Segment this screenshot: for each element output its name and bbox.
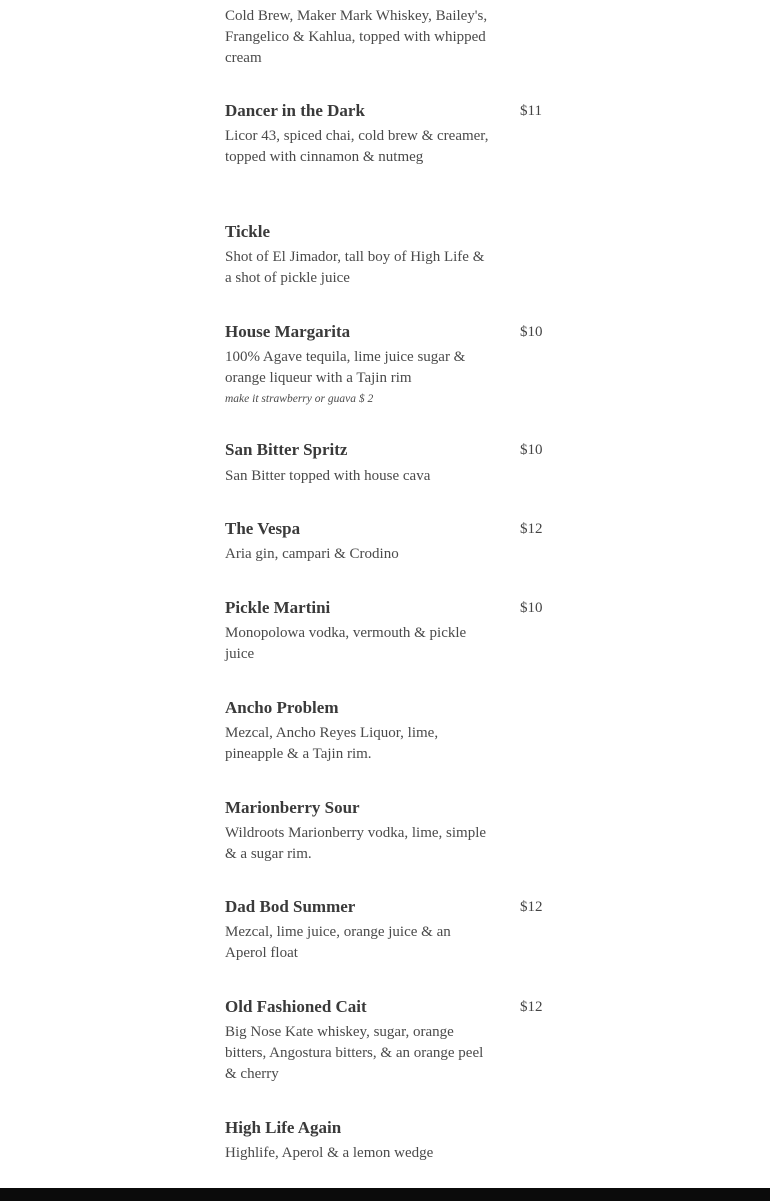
menu-item-name: Marionberry Sour: [225, 798, 360, 817]
menu-item-description: Mezcal, lime juice, orange juice & an Aperol float: [225, 924, 451, 961]
menu-item-description: Mezcal, Ancho Reyes Liquor, lime, pineapple & a Tajin rim.: [225, 725, 439, 762]
menu-item-description: Big Nose Kate whiskey, sugar, orange bitters, Angostura bitters, & an orange peel & cherry: [225, 1024, 484, 1082]
menu-item-price: $10: [520, 324, 543, 340]
menu-item-price: $10: [520, 442, 543, 458]
menu-item-description: Shot of El Jimador, tall boy of High Life & a shot of pickle juice: [225, 249, 485, 286]
menu-item-price: $10: [520, 600, 543, 616]
menu-item-description: Highlife, Aperol & a lemon wedge: [225, 1145, 434, 1161]
menu-item-name: Dad Bod Summer: [225, 897, 356, 916]
menu-item-description: Monopolowa vodka, vermouth & pickle juice: [225, 625, 467, 662]
menu-item-description: Cold Brew, Maker Mark Whiskey, Bailey's, Frangelico & Kahlua, topped with whipped cream: [225, 8, 488, 66]
menu-item-price: $12: [520, 899, 543, 915]
menu-item-description: Licor 43, spiced chai, cold brew & creamer, topped with cinnamon & nutmeg: [225, 128, 489, 165]
menu-item-name: Old Fashioned Cait: [225, 997, 367, 1016]
menu-item-name: Dancer in the Dark: [225, 101, 365, 120]
menu-item-price: $12: [520, 521, 543, 537]
menu-item-name: High Life Again: [225, 1118, 342, 1137]
menu-item-name: San Bitter Spritz: [225, 440, 348, 459]
menu-item-name: Tickle: [225, 222, 271, 241]
menu-item-description: Wildroots Marionberry vodka, lime, simple & a sugar rim.: [225, 825, 487, 862]
menu-item-name: Ancho Problem: [225, 698, 339, 717]
menu-item-name: Pickle Martini: [225, 598, 331, 617]
menu-item-note: make it strawberry or guava $ 2: [225, 393, 374, 405]
menu-item-name: The Vespa: [225, 519, 301, 538]
menu-item-description: Aria gin, campari & Crodino: [225, 546, 399, 562]
menu-item-price: $12: [520, 999, 543, 1015]
menu-item-price: $11: [520, 103, 542, 119]
menu-item-name: House Margarita: [225, 322, 351, 341]
menu-item-description: 100% Agave tequila, lime juice sugar & orange liqueur with a Tajin rim: [225, 349, 466, 386]
menu-item-description: San Bitter topped with house cava: [225, 468, 431, 484]
bottom-bar: [0, 1188, 770, 1201]
